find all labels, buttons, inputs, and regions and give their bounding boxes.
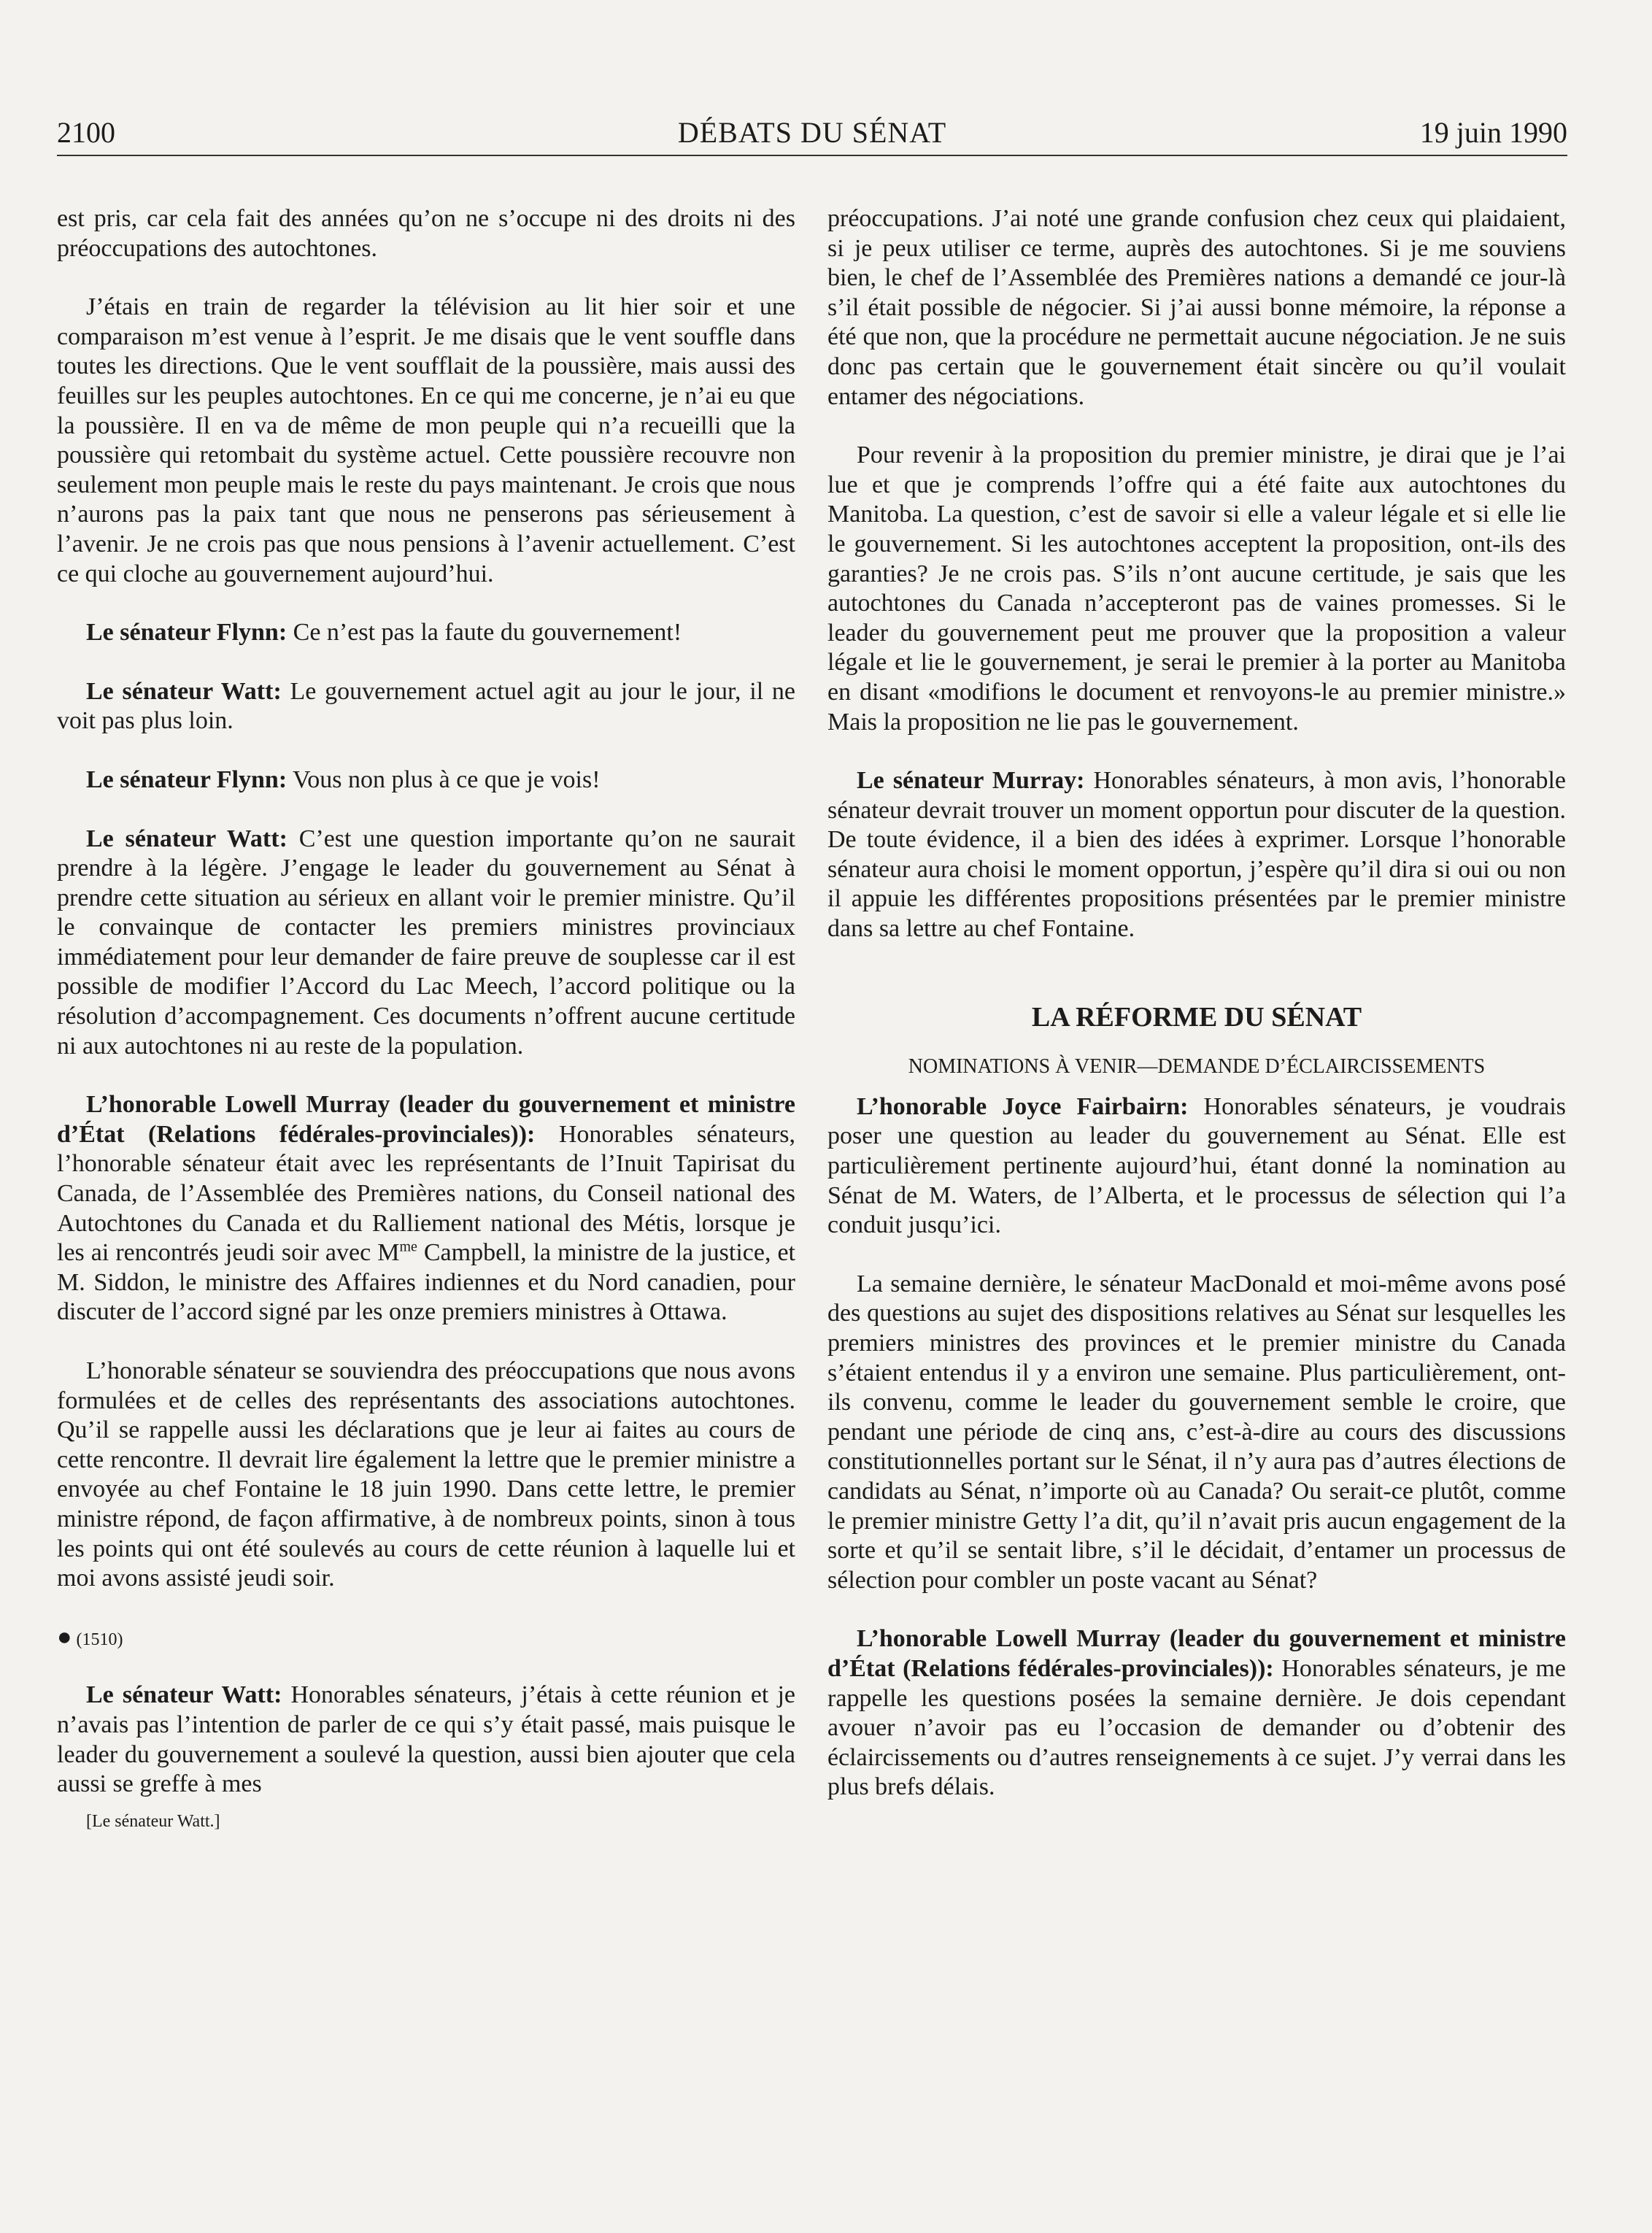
speaker-name: Le sénateur Watt: — [86, 677, 282, 705]
speech — [827, 766, 1566, 944]
speech-text: Campbell, la ministre de la justice, et M. Siddon, le ministre des Affaires indiennes et du Nord canadien, pour discuter de l’accord signé par les onze premiers ministres à Ottawa. — [57, 1239, 795, 1326]
paragraph: préoccupations. J’ai noté une grande confusion chez ceux qui plaidaient, si je peux utiliser ce terme, auprès des autochtones. Si je me souviens bien, le chef de l’Assemblée des Premières nations a demandé ce jour-là s’il était possible de négocier. Si j’ai aussi bonne mémoire, la réponse a été que non, que la procédure ne permettait aucune négociation. Je ne suis donc pas certain que le gouvernement était sincère ou qu’il voulait entamer des négociations. — [827, 205, 1566, 410]
speech-text: Honorables sénateurs, l’honorable sénateur était avec les représentants de l’Inuit Tapirisat du Canada, de l’Assemblée des Premières nations, du Conseil national des Autochtones du Canada et du Ralliement national des Métis, lorsque je les ai rencontrés jeudi soir avec M — [57, 1120, 795, 1267]
speech-text: Honorables sénateurs, j’étais à cette réunion et je n’avais pas l’intention de parler de ce qui s’y était passé, mais puisque le leader du gouvernement a soulevé la question, aussi bien ajouter que cela aussi se greffe à mes — [57, 1681, 795, 1798]
page-date: 19 juin 1990 — [1419, 116, 1567, 149]
paragraph: La semaine dernière, le sénateur MacDonald et moi-même avons posé des questions au sujet des dispositions relatives au Sénat sur lesquelles les premiers ministres des provinces et le premier ministre du Canada s’étaient entendus il y a environ une semaine. Plus particulièrement, ont-ils convenu, comme le leader du gouvernement semble le croire, que pendant une période de cinq ans, c’est-à-dire au cours des discussions constitutionnelles portant sur le Sénat, il n’y aura pas d’autres élections de candidats au Sénat, n’importe où au Canada? Ou serait-ce plutôt, comme le premier ministre Getty l’a dit, qu’il n’avait pris aucun engagement de la sorte et qu’il se sentait libre, s’il le décidait, d’entamer un processus de sélection pour combler un poste vacant au Sénat? — [827, 1270, 1566, 1594]
speech-text: Honorables sénateurs, je me rappelle les questions posées la semaine dernière. Je dois cependant avouer n’avoir pas eu l’occasion de demander ou d’obtenir des éclaircissements ou d’autres renseignements à ce sujet. J’y verrai dans les plus brefs délais. — [827, 1654, 1566, 1801]
speaker-name: Le sénateur Flynn: — [86, 765, 287, 793]
right-column — [827, 204, 1566, 1832]
speech — [57, 618, 795, 648]
speech — [57, 1090, 795, 1327]
superscript: me — [399, 1238, 417, 1255]
time-stamp: (1510) — [76, 1630, 123, 1649]
speech-text: Ce n’est pas la faute du gouvernement! — [287, 619, 682, 647]
speech — [827, 1624, 1566, 1802]
speech — [57, 765, 795, 795]
page-number: 2100 — [57, 116, 115, 149]
speech — [57, 1681, 795, 1799]
paragraph: Pour revenir à la proposition du premier ministre, je dirai que je l’ai lue et que je comprends l’offre qui a été faite aux autochtones du Manitoba. La question, c’est de savoir si elle a valeur légale et si elle lie le gouvernement. Si les autochtones acceptent la proposition, ont-ils des garanties? Je ne crois pas. S’ils n’ont aucune certitude, je sais que les autochtones du Canada n’accepteront pas de vaines promesses. Si le leader du gouvernement peut me prouver que la proposition a valeur légale et lie le gouvernement, je serai le premier à la porter au Manitoba en disant «modifions le document et renvoyons-le au premier ministre.» Mais la proposition ne lie pas le gouvernement. — [827, 441, 1566, 736]
time-marker — [57, 1623, 795, 1655]
speech — [57, 825, 795, 1062]
left-column — [57, 204, 795, 1836]
speech-text: Honorables sénateurs, à mon avis, l’honorable sénateur devrait trouver un moment opportun pour discuter de la question. De toute évidence, il a bien des idées à exprimer. Lorsque l’honorable sénateur aura choisi le moment opportun, j’espère qu’il dira si oui ou non il appuie les différentes propositions présentées par le premier ministre dans sa lettre au chef Fontaine. — [827, 767, 1567, 943]
speaker-name: Le sénateur Flynn: — [86, 619, 287, 647]
speech-text: Le gouvernement actuel agit au jour le jour, il ne voit pas plus loin. — [57, 677, 795, 735]
section-title: LA RÉFORME DU SÉNAT — [1031, 1001, 1362, 1033]
speaker-name: Le sénateur Murray: — [857, 767, 1085, 795]
speech-text: Vous non plus à ce que je vois! — [287, 765, 601, 793]
speaker-name: L’honorable Lowell Murray (leader du gouvernement et ministre d’État (Relations fédérales-provinciales)): — [57, 1091, 795, 1148]
speech — [827, 1092, 1566, 1241]
speech — [57, 677, 795, 736]
speech-text: C’est une question importante qu’on ne saurait prendre à la légère. J’engage le leader du gouvernement au Sénat à prendre cette situation au sérieux en allant voir le premier ministre. Qu’il le convainque de contacter les premiers ministres provinciaux immédiatement pour leur demander de faire preuve de souplesse car il est possible de modifier l’Accord du Lac Meech, l’accord politique ou la résolution d’accompagnement. Ces documents n’offrent aucune certitude ni aux autochtones ni au reste de la population. — [57, 825, 795, 1060]
speaker-name: Le sénateur Watt: — [86, 825, 287, 852]
paragraph: J’étais en train de regarder la télévision au lit hier soir et une comparaison m’est venue à l’esprit. Je me disais que le vent souffle dans toutes les directions. Que le vent soufflait de la poussière, mais aussi des feuilles sur les peuples autochtones. En ce qui me concerne, je n’ai eu que la poussière. Il en va de même de mon peuple qui n’a recueilli que la poussière qui retombait du système actuel. Cette poussière recouvre non seulement mon peuple mais le reste du pays maintenant. Je crois que nous n’aurons pas la paix tant que nous ne penserons pas sérieusement à l’avenir. Je ne crois pas que nous pensions à l’avenir actuellement. C’est ce qui cloche au gouvernement aujourd’hui. — [57, 293, 795, 587]
speech-text: Honorables sénateurs, je voudrais poser une question au leader du gouvernement au Sénat. Elle est particulièrement pertinente aujourd’hui, étant donné la nomination au Sénat de M. Waters, de l’Alberta, et le processus de sélection qui l’a conduit jusqu’ici. — [827, 1092, 1566, 1239]
publication-title: DÉBATS DU SÉNAT — [677, 116, 947, 149]
page-footer-note: [Le sénateur Watt.] — [86, 1811, 220, 1831]
speaker-name: L’honorable Joyce Fairbairn: — [857, 1092, 1189, 1120]
page-header — [57, 109, 1567, 156]
speaker-name: Le sénateur Watt: — [86, 1681, 282, 1709]
paragraph: L’honorable sénateur se souviendra des préoccupations que nous avons formulées et de celles des représentants des associations autochtones. Qu’il se rappelle aussi les déclarations que je leur ai faites au cours de cette rencontre. Il devrait lire également la lettre que le premier ministre a envoyée au chef Fontaine le 18 juin 1990. Dans cette lettre, le premier ministre répond, de façon affirmative, à de nombreux points, sinon à tous les points qui ont été soulevés au cours de cette réunion à laquelle lui et moi avons assisté jeudi soir. — [57, 1357, 795, 1592]
bullet-icon: ● — [57, 1623, 72, 1651]
section-subtitle: NOMINATIONS À VENIR—DEMANDE D’ÉCLAIRCISSEMENTS — [908, 1055, 1486, 1079]
paragraph: est pris, car cela fait des années qu’on ne s’occupe ni des droits ni des préoccupations des autochtones. — [57, 205, 795, 262]
speaker-name: L’honorable Lowell Murray (leader du gouvernement et ministre d’État (Relations fédérales-provinciales)): — [827, 1625, 1566, 1682]
